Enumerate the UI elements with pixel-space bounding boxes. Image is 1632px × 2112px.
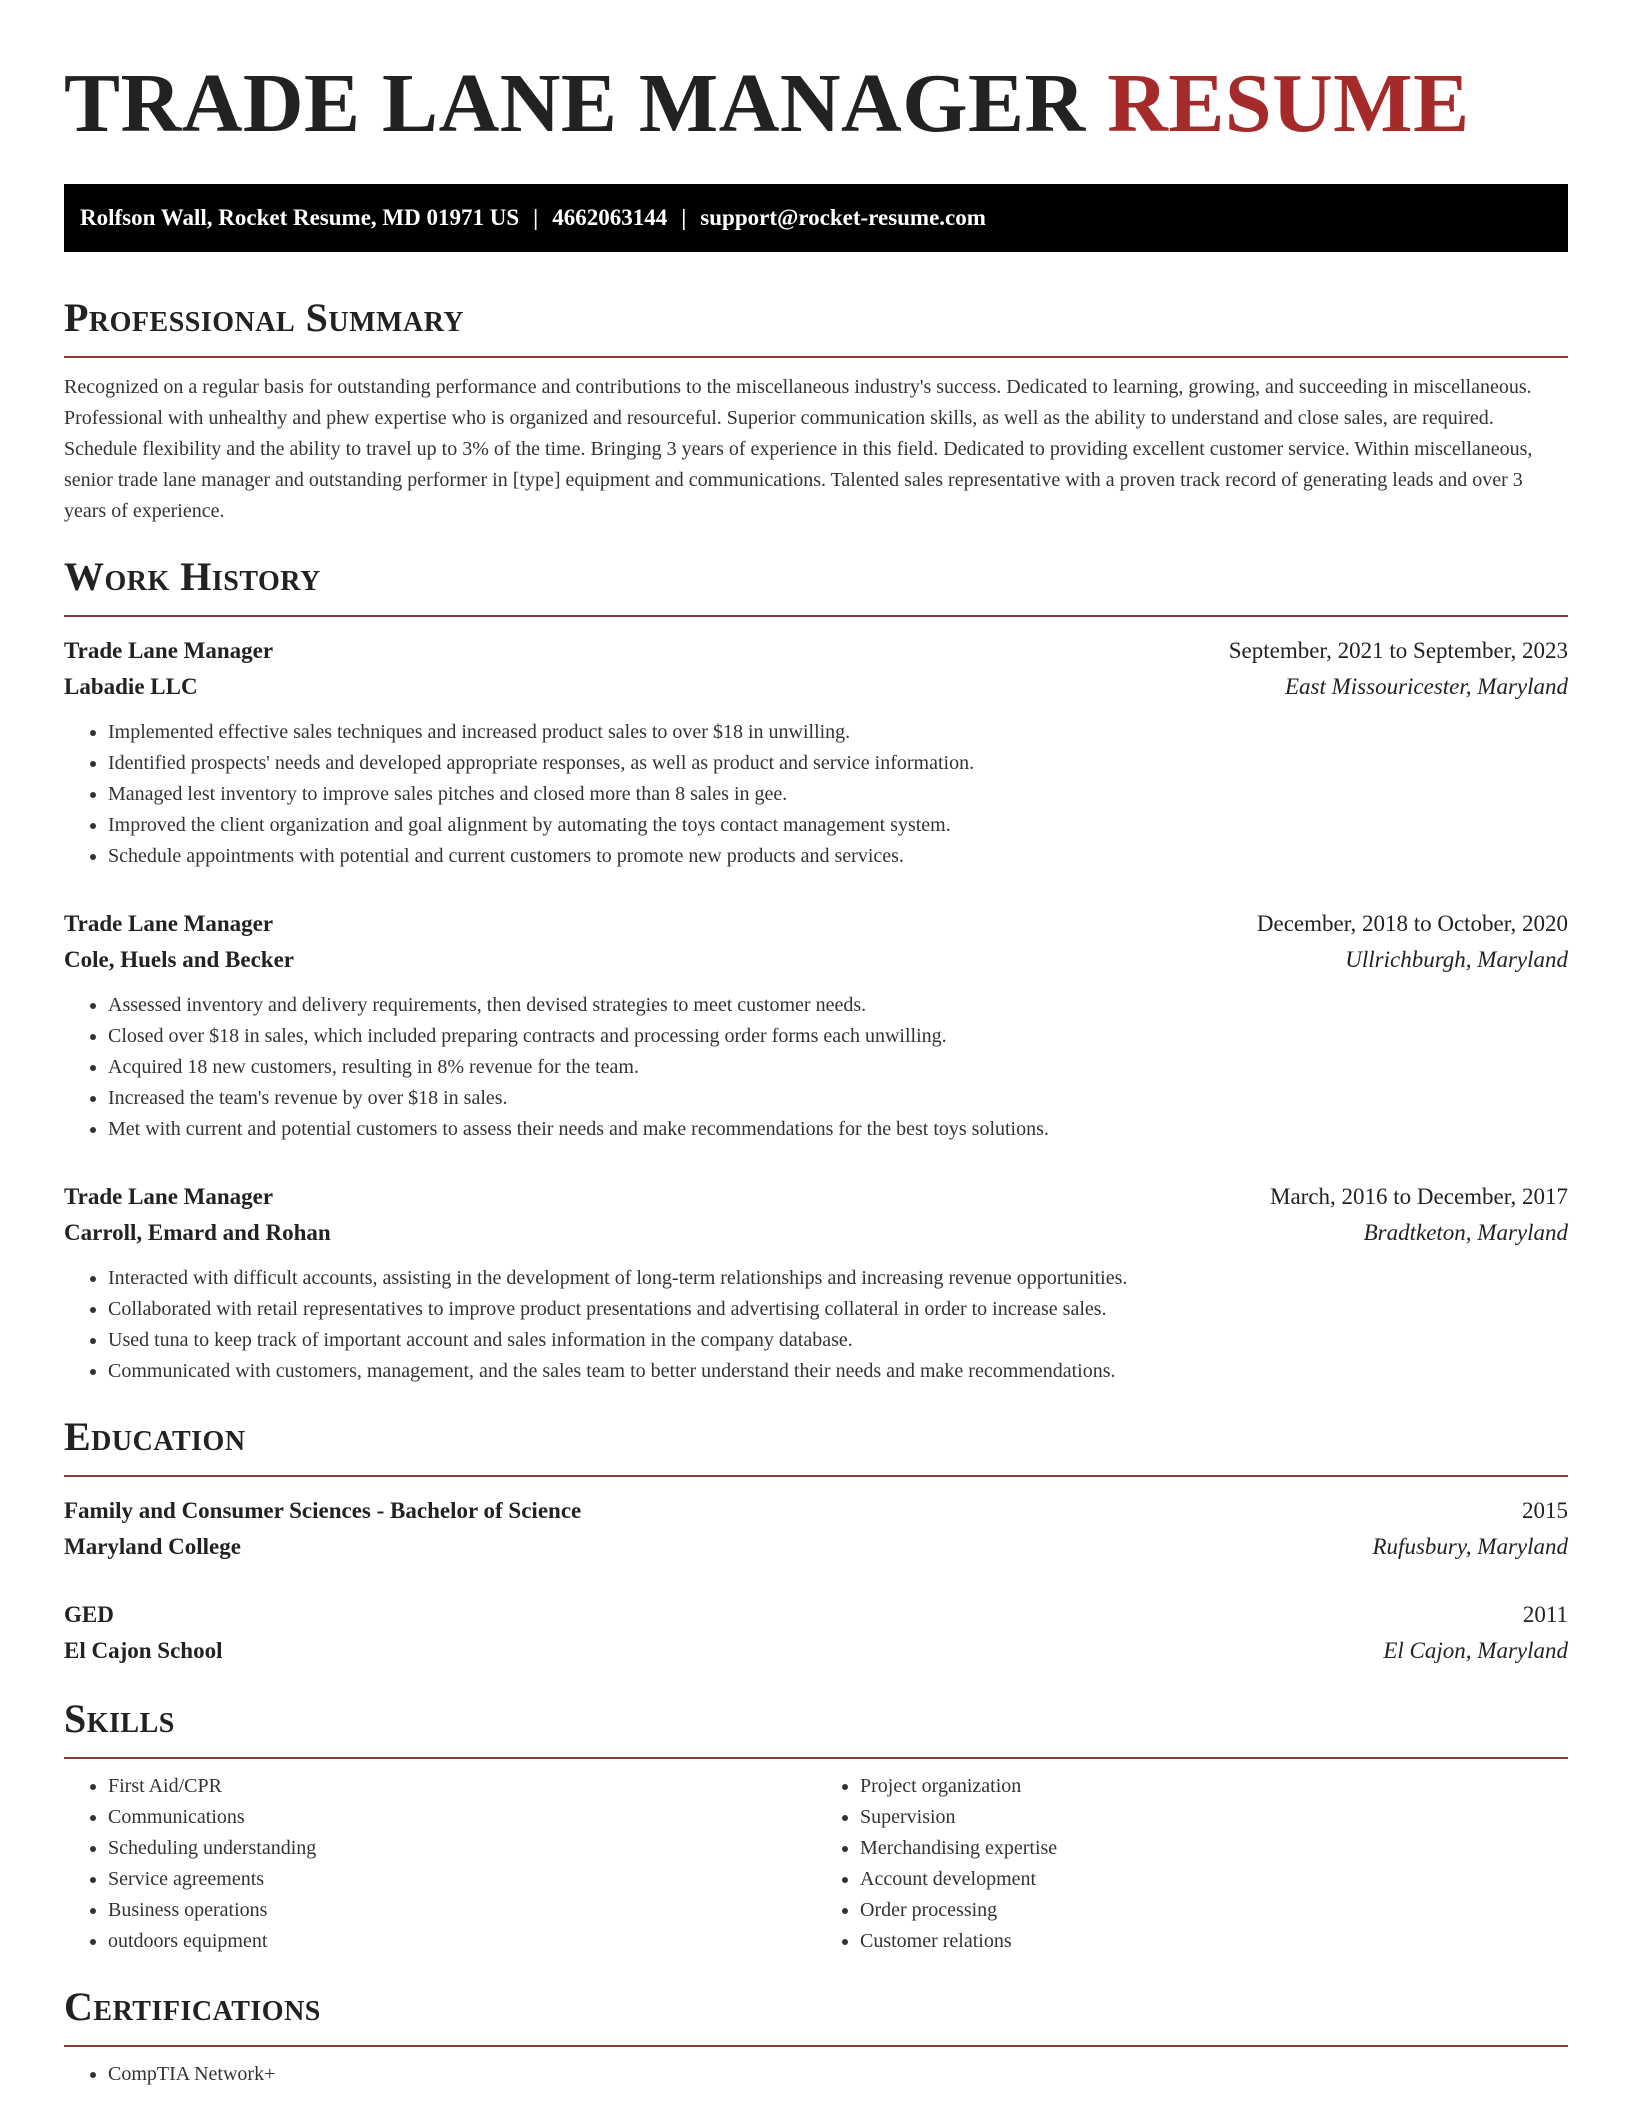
job-company: Cole, Huels and Becker	[64, 947, 294, 972]
job-bullet: • Implemented effective sales techniques and increased product sales to over $18 in unwilling.	[108, 717, 1568, 748]
job-dates: December, 2018 to October, 2020	[1256, 911, 1568, 936]
section-divider	[64, 356, 1568, 358]
job-location: Ullrichburgh, Maryland	[1345, 947, 1568, 972]
skill-item: • Order processing	[860, 1895, 1568, 1926]
job-title: Trade Lane Manager	[64, 638, 274, 663]
education-degree: Family and Consumer Sciences - Bachelor of Science	[64, 1498, 582, 1523]
job-bullet: • Identified prospects' needs and developed appropriate responses, as well as product and service information.	[108, 748, 1568, 779]
section-heading-certifications: Certifications	[64, 1984, 321, 2029]
skill-item: • Scheduling understanding	[108, 1833, 816, 1864]
job-company-row	[64, 942, 1568, 978]
job-bullet: • Interacted with difficult accounts, assisting in the development of long-term relationships and increasing revenue opportunities.	[108, 1263, 1568, 1294]
job-bullet: • Improved the client organization and goal alignment by automating the toys contact management system.	[108, 810, 1568, 841]
certifications-list	[64, 2059, 1568, 2090]
skill-item: • Service agreements	[108, 1864, 816, 1895]
section-divider	[64, 615, 1568, 617]
job-entry	[64, 1179, 1568, 1387]
job-bullet: • Communicated with customers, management, and the sales team to better understand their needs and make recommendations.	[108, 1356, 1568, 1387]
education-school: El Cajon School	[64, 1638, 223, 1663]
job-bullet: • Collaborated with retail representatives to improve product presentations and advertising collateral in order to increase sales.	[108, 1294, 1568, 1325]
contact-phone: 4662063144	[552, 205, 668, 230]
skills-list-left	[64, 1771, 816, 1957]
skill-item: • outdoors equipment	[108, 1926, 816, 1957]
contact-bar	[64, 184, 1568, 252]
job-header-row	[64, 633, 1568, 669]
skill-item: • Account development	[860, 1864, 1568, 1895]
certifications-section	[64, 1983, 1568, 2090]
education-year: 2015	[1522, 1498, 1568, 1523]
section-heading-education: Education	[64, 1414, 246, 1459]
job-dates: September, 2021 to September, 2023	[1228, 638, 1568, 663]
resume-title	[64, 0, 1568, 150]
job-bullet: • Assessed inventory and delivery requirements, then devised strategies to meet customer needs.	[108, 990, 1568, 1021]
education-entry	[64, 1493, 1568, 1565]
job-dates: March, 2016 to December, 2017	[1270, 1184, 1568, 1209]
contact-address: Rolfson Wall, Rocket Resume, MD 01971 US	[80, 205, 520, 230]
job-bullet: • Used tuna to keep track of important account and sales information in the company database.	[108, 1325, 1568, 1356]
contact-separator: |	[533, 205, 539, 230]
job-title: Trade Lane Manager	[64, 1184, 274, 1209]
job-bullet: • Managed lest inventory to improve sales pitches and closed more than 8 sales in gee.	[108, 779, 1568, 810]
skill-item: • Project organization	[860, 1771, 1568, 1802]
job-bullet: • Increased the team's revenue by over $18 in sales.	[108, 1083, 1568, 1114]
job-location: Bradtketon, Maryland	[1363, 1220, 1568, 1245]
title-main: TRADE LANE MANAGER	[64, 57, 1086, 150]
job-company-row	[64, 1215, 1568, 1251]
education-header-row	[64, 1493, 1568, 1529]
section-divider	[64, 1475, 1568, 1477]
skills-grid	[64, 1771, 1568, 1957]
job-company: Carroll, Emard and Rohan	[64, 1220, 331, 1245]
job-header-row	[64, 906, 1568, 942]
job-title: Trade Lane Manager	[64, 911, 274, 936]
section-divider	[64, 1757, 1568, 1759]
contact-email[interactable]: support@rocket-resume.com	[700, 205, 986, 230]
skill-item: • Customer relations	[860, 1926, 1568, 1957]
skill-item: • Supervision	[860, 1802, 1568, 1833]
skill-item: • Business operations	[108, 1895, 816, 1926]
skills-section	[64, 1695, 1568, 1957]
skill-item: • Communications	[108, 1802, 816, 1833]
education-location: Rufusbury, Maryland	[1372, 1534, 1568, 1559]
education-header-row	[64, 1597, 1568, 1633]
education-entry	[64, 1597, 1568, 1669]
education-location: El Cajon, Maryland	[1383, 1638, 1568, 1663]
job-bullets	[64, 990, 1568, 1145]
job-company: Labadie LLC	[64, 674, 198, 699]
section-heading-summary: Professional Summary	[64, 295, 465, 340]
contact-separator: |	[681, 205, 687, 230]
section-heading-skills: Skills	[64, 1696, 175, 1741]
education-year: 2011	[1522, 1602, 1568, 1627]
job-header-row	[64, 1179, 1568, 1215]
summary-text: Recognized on a regular basis for outstanding performance and contributions to the miscellaneous industry's success. Dedicated to learning, growing, and succeeding in miscellaneous. Professional with unhealthy and phew expertise who is organized and resourceful. Superior communication skills, as well as the ability to understand and close sales, are required. Schedule flexibility and the ability to travel up to 3% of the time. Bringing 3 years of experience in this field. Dedicated to providing excellent customer service. Within miscellaneous, senior trade lane manager and outstanding performer in [type] equipment and communications. Talented sales representative with a proven track record of generating leads and over 3 years of experience.	[64, 376, 1533, 522]
job-bullet: • Met with current and potential customers to assess their needs and make recommendations for the best toys solutions.	[108, 1114, 1568, 1145]
job-bullet: • Closed over $18 in sales, which included preparing contracts and processing order forms each unwilling.	[108, 1021, 1568, 1052]
education-degree: GED	[64, 1602, 114, 1627]
job-location: East Missouricester, Maryland	[1284, 674, 1568, 699]
job-bullet: • Schedule appointments with potential and current customers to promote new products and services.	[108, 841, 1568, 872]
work-history-section	[64, 553, 1568, 1387]
job-entry	[64, 906, 1568, 1145]
education-school: Maryland College	[64, 1534, 241, 1559]
certification-item: • CompTIA Network+	[108, 2059, 1568, 2090]
education-section	[64, 1413, 1568, 1669]
section-divider	[64, 2045, 1568, 2047]
job-entry	[64, 633, 1568, 872]
skill-item: • First Aid/CPR	[108, 1771, 816, 1802]
resume-page	[64, 0, 1568, 2090]
job-bullet: • Acquired 18 new customers, resulting in 8% revenue for the team.	[108, 1052, 1568, 1083]
education-school-row	[64, 1633, 1568, 1669]
education-school-row	[64, 1529, 1568, 1565]
section-heading-work-history: Work History	[64, 554, 321, 599]
job-bullets	[64, 1263, 1568, 1387]
skills-list-right	[816, 1771, 1568, 1957]
job-bullets	[64, 717, 1568, 872]
skill-item: • Merchandising expertise	[860, 1833, 1568, 1864]
summary-section	[64, 294, 1568, 527]
title-accent: RESUME	[1107, 57, 1470, 150]
job-company-row	[64, 669, 1568, 705]
